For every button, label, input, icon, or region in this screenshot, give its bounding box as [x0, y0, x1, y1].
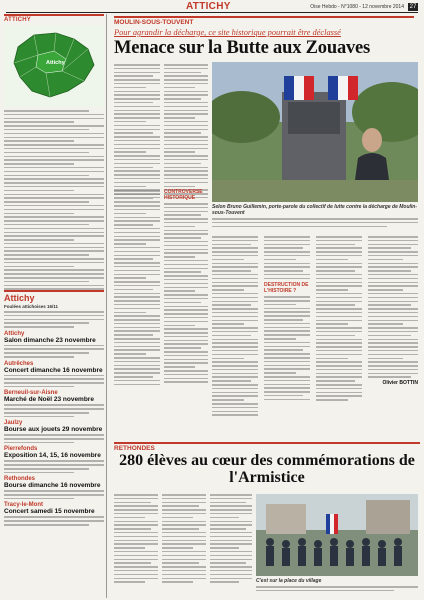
rethondes-column-3 — [210, 494, 252, 585]
events-heading: Attichy — [4, 290, 104, 303]
photo-caption-lead: Selon Bruno Guillemin, porte-parole du collectif de lutte contre la décharge de Moulin-sous-Touvent — [212, 204, 418, 216]
page-number: 27 — [409, 4, 417, 10]
article-column-4 — [264, 236, 310, 403]
event-title: Bourse aux jouets 29 novembre — [4, 426, 103, 434]
event-title: Marché de Noël 23 novembre — [4, 396, 94, 404]
article-headline: Menace sur la Butte aux Zouaves — [114, 38, 371, 58]
event-place: Berneuil-sur-Aisne — [4, 390, 58, 397]
sidebar-info-text — [4, 110, 104, 292]
article-column-1 — [114, 64, 160, 201]
article-column-1b — [114, 190, 160, 387]
event-place: Autrêches — [4, 360, 34, 367]
section-title: ATTICHY — [186, 1, 231, 12]
rethondes-caption — [256, 578, 418, 598]
article-column-6 — [368, 236, 418, 386]
event-title: Bourse dimanche 16 novembre — [4, 482, 101, 490]
event-place: Rethondes — [4, 476, 36, 483]
rethondes-caption-lead: C'est sur la place du village — [256, 578, 322, 584]
event-place: Attichy — [4, 330, 25, 337]
article-column-5 — [316, 236, 362, 403]
events-subheading: Foulées attichoises 16/11 — [4, 304, 59, 309]
event-place: Tracy-le-Mont — [4, 502, 44, 509]
article-column-2b — [164, 186, 208, 385]
event-title: Concert samedi 15 novembre — [4, 508, 95, 516]
masthead — [6, 3, 418, 13]
event-title: Salon dimanche 23 novembre — [4, 336, 96, 344]
canton-map — [4, 25, 104, 107]
sidebar-events — [4, 290, 104, 528]
map-label-attichy: Attichy — [46, 60, 65, 66]
rethondes-photo — [256, 494, 418, 576]
photo-caption — [212, 204, 418, 230]
sidebar-town-label: ATTICHY — [4, 14, 104, 25]
sidebar — [4, 14, 107, 598]
rethondes-column-2 — [162, 494, 206, 585]
rethondes-section-label: RETHONDES — [114, 442, 420, 453]
rethondes-headline: 280 élèves au cœur des commémorations de l'Armistice — [119, 452, 415, 486]
event-title: Exposition 14, 15, 16 novembre — [4, 452, 101, 460]
destruction-heading: DESTRUCTION DE L'HISTOIRE ? — [264, 282, 309, 295]
article-photo — [212, 62, 418, 202]
controverse-heading: CONTROVERSE HISTORIQUE — [164, 189, 203, 201]
article-column-2 — [164, 64, 208, 201]
rethondes-column-1 — [114, 494, 158, 585]
event-place: Jaulzy — [4, 420, 23, 427]
event-place: Pierrefonds — [4, 446, 38, 453]
article-kicker: Pour agrandir la décharge, ce site historique pourrait être déclassé — [114, 28, 341, 37]
article-column-3 — [212, 236, 258, 418]
event-title: Concert dimanche 16 novembre — [4, 366, 103, 374]
article-place: MOULIN-SOUS-TOUVENT — [114, 16, 414, 27]
article-author: Olivier BOTTIN — [382, 380, 418, 387]
issue-info: Oise Hebdo - N°1080 - 12 novembre 2014 — [310, 4, 404, 10]
